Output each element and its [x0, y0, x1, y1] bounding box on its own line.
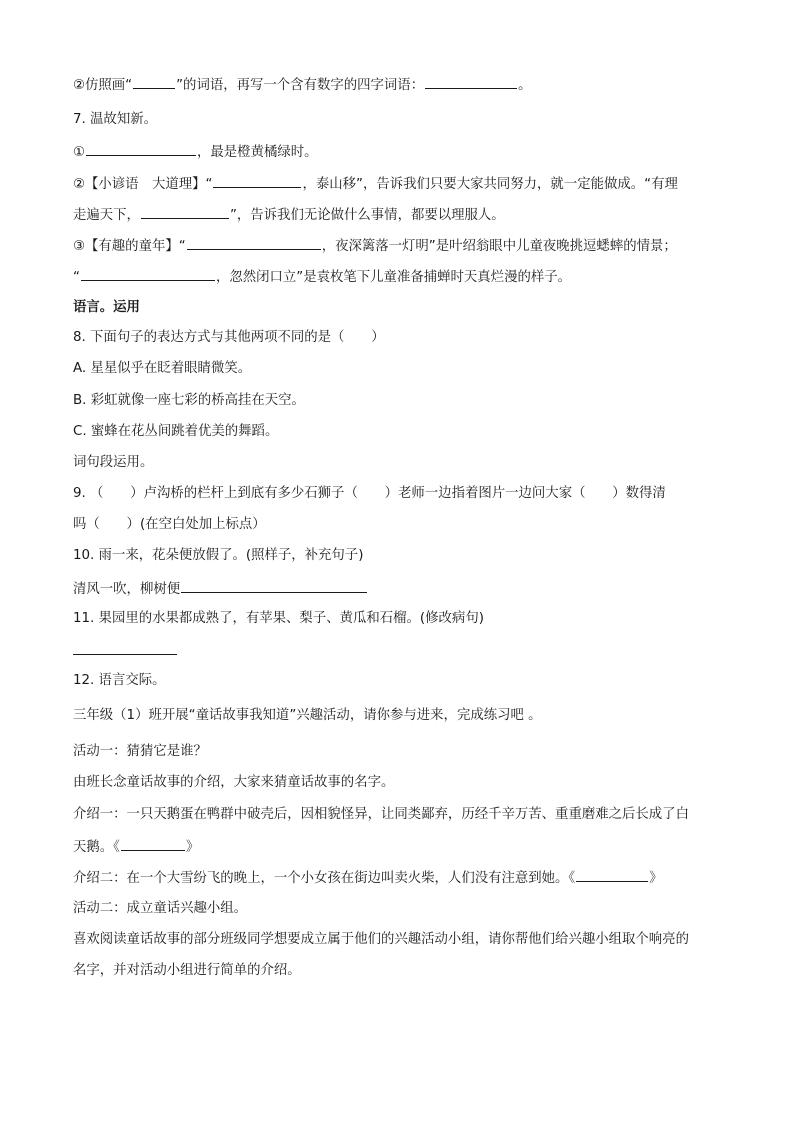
- q7-item2-line1: [73, 173, 678, 195]
- q8-option-a[interactable]: A. 星星似乎在眨着眼睛微笑。: [73, 361, 252, 376]
- q7-item1: [73, 141, 318, 163]
- answer-blank[interactable]: [86, 141, 196, 156]
- answer-blank[interactable]: [81, 266, 215, 281]
- text: ②【小谚语 大道理】“: [73, 177, 213, 192]
- q7-item3-line1: [73, 235, 677, 257]
- text: 》: [185, 840, 200, 855]
- text: “: [73, 270, 80, 285]
- text: ①: [73, 145, 86, 160]
- text: ③【有趣的童年】“: [73, 239, 186, 254]
- q7-item3-line2: [73, 266, 571, 288]
- text: ”的词语，再写一个含有数字的四字词语：: [176, 78, 425, 93]
- text: ②仿照画“: [73, 78, 133, 93]
- answer-blank[interactable]: [73, 640, 177, 655]
- q11-answer: [73, 640, 178, 662]
- text: ，夜深篱落一灯明”是叶绍翁眼中儿童夜晚挑逗蟋蟀的情景；: [321, 239, 677, 254]
- q12-title: 12. 语言交际。: [73, 673, 166, 688]
- activity2-title: 活动二：成立童话兴趣小组。: [73, 901, 248, 916]
- activity2-desc-line1: 喜欢阅读童话故事的部分班级同学想要成立属于他们的兴趣活动小组，请你帮他们给兴趣小组取个响亮的: [73, 932, 689, 947]
- activity1-title: 活动一：猜猜它是谁？: [73, 744, 207, 759]
- text: ，最是橙黄橘绿时。: [197, 145, 318, 160]
- text: ，泰山移”，告诉我们只要大家共同努力，就一定能做成。“有理: [302, 177, 678, 192]
- q9-line1: 9. （ ）卢沟桥的栏杆上到底有多少石狮子（ ）老师一边指着图片一边问大家（ ）数得清: [73, 486, 666, 501]
- q8-stem: 8. 下面句子的表达方式与其他两项不同的是（ ）: [73, 330, 385, 345]
- answer-blank[interactable]: [181, 578, 367, 593]
- text: 清风一吹，柳树便: [73, 582, 181, 597]
- q11-stem: 11. 果园里的水果都成熟了，有苹果、梨子、黄瓜和石榴。(修改病句): [73, 611, 484, 626]
- q8-option-b[interactable]: B. 彩虹就像一座七彩的桥高挂在天空。: [73, 393, 305, 408]
- q12-intro: 三年级（1）班开展“童话故事我知道”兴趣活动，请你参与进来，完成练习吧 。: [73, 708, 542, 723]
- q10-answer: [73, 578, 368, 600]
- answer-blank[interactable]: [121, 836, 185, 851]
- activity1-desc: 由班长念童话故事的介绍，大家来猜童话故事的名字。: [73, 775, 395, 790]
- text: ，忽然闭口立”是袁枚笔下儿童准备捕蝉时天真烂漫的样子。: [215, 270, 572, 285]
- section-heading-2: 词句段运用。: [73, 455, 154, 470]
- blank-short[interactable]: [133, 74, 175, 89]
- q7-item2-line2: [73, 204, 505, 226]
- answer-blank[interactable]: [141, 204, 229, 219]
- q10-stem: 10. 雨一来，花朵便放假了。(照样子，补充句子): [73, 548, 364, 563]
- q9-line2: 吗（ ）(在空白处加上标点）: [73, 517, 266, 532]
- text: 》: [649, 871, 663, 886]
- text: 。: [518, 78, 532, 93]
- intro1-line1: 介绍一：一只天鹅蛋在鸭群中破壳后，因相貌怪异，让同类鄙弃，历经千辛万苦、重重磨难之后长成了白: [73, 807, 689, 822]
- q6-part2: [73, 74, 531, 96]
- activity2-desc-line2: 名字，并对活动小组进行简单的介绍。: [73, 963, 301, 978]
- answer-blank[interactable]: [576, 867, 648, 882]
- text: 介绍二：在一个大雪纷飞的晚上，一个小女孩在街边叫卖火柴，人们没有注意到她。《: [73, 871, 576, 886]
- answer-blank[interactable]: [213, 173, 301, 188]
- section-heading: 语言。运用: [73, 300, 140, 315]
- answer-blank[interactable]: [425, 74, 517, 89]
- text: ”，告诉我们无论做什么事情，都要以理服人。: [229, 208, 505, 223]
- q8-option-c[interactable]: C. 蜜蜂在花丛间跳着优美的舞蹈。: [73, 424, 279, 439]
- intro1-line2: [73, 836, 199, 858]
- answer-blank[interactable]: [187, 235, 321, 250]
- intro2: [73, 867, 663, 889]
- text: 走遍天下，: [73, 208, 140, 223]
- q7-title: 7. 温故知新。: [73, 112, 157, 127]
- text: 天鹅。《: [73, 840, 120, 855]
